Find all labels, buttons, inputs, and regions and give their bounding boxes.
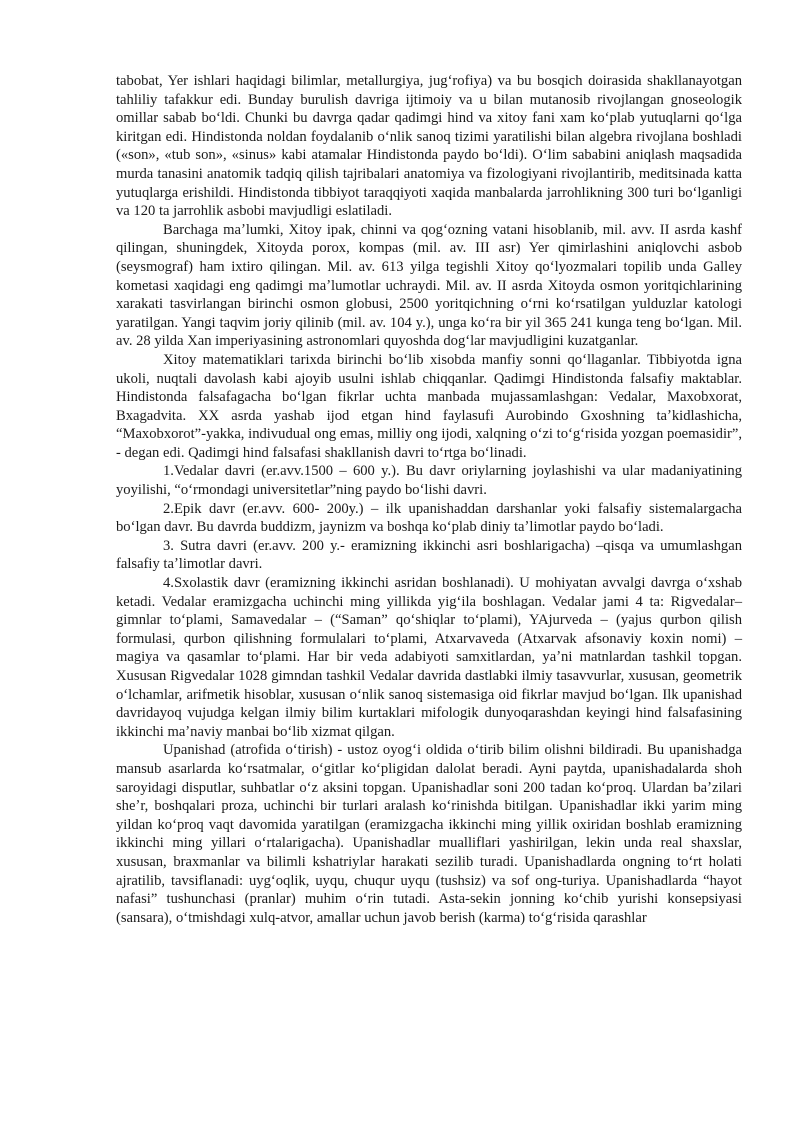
paragraph-8: Upanishad (atrofida oʻtirish) - ustoz oyogʻi oldida oʻtirib bilim olishni bildiradi. Bu upanishadga mansub asarlarda koʻrsatmalar, oʻgitlar koʻpligidan dalolat beradi. Ayni paytda, upanishadalarda shoh saroyidagi disputlar, suhbatlar oʻz aksini topgan. Upanishadlar soni 200 tadan koʻproq. Ulardan baʼzilari sheʼr, boshqalari proza, uchinchi bir turlari aralash koʻrinishda bitilgan. Upanishadlar ikki yarim ming yildan koʻproq vaqt davomida yaratilgan (eramizgacha ikkinchi ming yillik oxiridan boshlab eramizning ikkinchi ming yillari oʻrtalarigacha). Upanishadlar mualliflari yashirilgan, lekin unda real shaxslar, xususan, braxmanlar va bilimli kshatriylar harakati sezilib turadi. Upanishadlarda ongning toʻrt holati ajratilib, tavsiflanadi: uygʻoqlik, uyqu, chuqur uyqu (tushsiz) va sof ong-turiya. Upanishadlarda “hayot nafasi” tushunchasi (pranlar) muhim oʻrin tutadi. Asta-sekin jonning koʻchib yurishi konsepsiyasi (sansara), oʻtmishdagi xulq-atvor, amallar uchun javob berish (karma) toʻgʻrisida qarashlar [116, 742, 742, 926]
paragraph-1: tabobat, Yer ishlari haqidagi bilimlar, metallurgiya, jugʻrofiya) va bu bosqich doirasida shakllanayotgan tahliliy tafakkur edi. Bunday burulish davriga ijtimoiy va u bilan mutanosib rivojlangan gnoseologik omillar sabab boʻldi. Chunki bu davrga qadar qadimgi hind va xitoy fani xam koʻplab yutuqlarni qoʻlga kiritgan edi. Hindistonda noldan foydalanib oʻnlik sanoq tizimi yaratilishi bilan algebra rivojlana boshladi («son», «tub son», «sinus» kabi atamalar Hindistonda paydo boʻldi). Oʻlim sababini aniqlash maqsadida murda tanasini anatomik tadqiq qilish tajribalari anatomiya va fizologiyani rivojlantirib, meditsinada katta yutuqlarga erishildi. Hindistonda tibbiyot taraqqiyoti xaqida manbalarda jarrohlikning 300 turi boʻlganligi va 120 ta jarrohlik asbobi mavjudligi eslatiladi. [116, 73, 742, 220]
paragraph-3: Xitoy matematiklari tarixda birinchi boʻlib xisobda manfiy sonni qoʻllaganlar. Tibbiyotda igna ukoli, nuqtali davolash kabi ajoyib usulni ishlab chiqqanlar. Qadimgi Hindistonda falsafiy maktablar. Hindistonda falsafagacha boʻlgan fikrlar uchta manbada mujassamlashgan: Vedalar, Maxobxorat, Bxagadvita. XX asrda yashab ijod etgan hind faylasufi Aurobindo Gxoshning taʼkidlashicha, “Maxobxorot”-yakka, indivudual ong emas, milliy ong ijodi, xalqning oʻzi toʻgʻrisida yozgan poemasidir”, - degan edi. Qadimgi hind falsafasi shakllanish davri toʻrtga boʻlinadi. [116, 351, 742, 461]
paragraph-4: 1.Vedalar davri (er.avv.1500 – 600 y.). Bu davr oriylarning joylashishi va ular madaniyatining yoyilishi, “oʻrmondagi universitetlar”ning paydo boʻlishi davri. [116, 463, 742, 499]
paragraph-5: 2.Epik davr (er.avv. 600- 200y.) – ilk upanishaddan darshanlar yoki falsafiy sistemalargacha boʻlgan davr. Bu davrda buddizm, jaynizm va boshqa koʻplab diniy taʼlimotlar paydo boʻladi. [116, 500, 742, 536]
paragraph-2: Barchaga maʼlumki, Xitoy ipak, chinni va qogʻozning vatani hisoblanib, mil. avv. II asrda kashf qilingan, shuningdek, Xitoyda porox, kompas (mil. av. III asr) Yer qimirlashini aniqlovchi asbob (seysmograf) ham ixtiro qilingan. Mil. av. 613 yilga tegishli Xitoy qoʻlyozmalari topilib unda Galley kometasi xaqidagi eng qadimgi maʼlumotlar uchraydi. Mil. av. II asrda Xitoyda osmon yoritqichlarining xarakati tasvirlangan birinchi osmon globusi, 2500 yoritqichning oʻrni koʻrsatilgan yulduzlar katologi yaratilgan. Yangi taqvim joriy qilinib (mil. av. 104 y.), unga koʻra bir yil 365 241 kunga teng boʻlgan. Mil. av. 28 yilda Xan imperiyasining astronomlari quyoshda dogʻlar mavjudligini kuzatganlar. [116, 221, 742, 350]
document-body [116, 72, 742, 927]
paragraph-7: 4.Sxolastik davr (eramizning ikkinchi asridan boshlanadi). U mohiyatan avvalgi davrga oʻxshab ketadi. Vedalar eramizgacha uchinchi ming yillikda yigʻila boshlagan. Vedalar jami 4 ta: Rigvedalar– gimnlar toʻplami, Samavedalar – (“Saman” qoʻshiqlar toʻplami), YAjurveda – (yajus qurbon qilish formulasi, qurbon qilishning formulalari toʻplami, Atxarvaveda (Atxarvak afsonaviy koxin nomi) – magiya va qasamlar toʻplami. Har bir veda adabiyoti samxitlardan, yaʼni matnlardan tashkil topgan. Xususan Rigvedalar 1028 gimndan tashkil Vedalar davrida dastlabki ilmiy tasavvurlar, xususan, geometrik oʻlchamlar, arifmetik hisoblar, xususan oʻnlik sanoq sistemasiga oid fikrlar mavjud boʻlgan. Ilk upanishad davridayoq vujudga kelgan ilmiy bilim kurtaklari mifologik dunyoqarashdan keyingi hind falsafasining ikkinchi maʼnaviy manbai boʻlib xizmat qilgan. [116, 575, 742, 740]
paragraph-6: 3. Sutra davri (er.avv. 200 y.- eramizning ikkinchi asri boshlarigacha) –qisqa va umumlashgan falsafiy taʼlimotlar davri. [116, 537, 742, 573]
